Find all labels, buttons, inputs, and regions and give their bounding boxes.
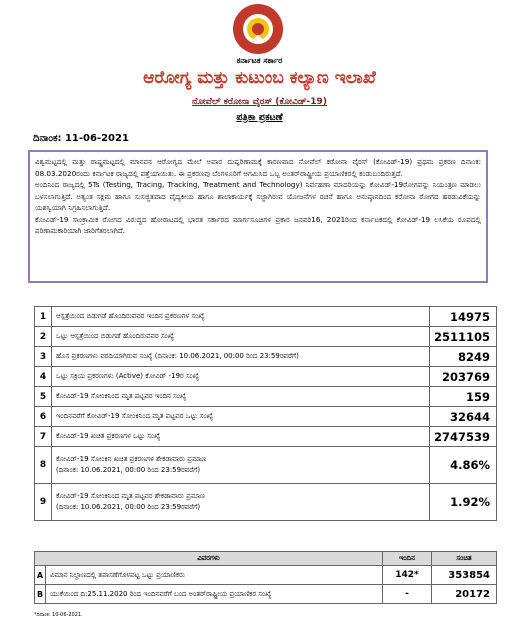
description-date-range: (ದಿನಾಂಕ: 10.06.2021, 00:00 ರಿಂದ 23:59ರವರೆಗೆ) [56, 503, 201, 511]
footnote: *ದಿನಾಂಕ: 10-06-2021. [34, 612, 83, 618]
row-number: 7 [35, 427, 52, 447]
today-count: - [383, 585, 432, 604]
stats-row [35, 447, 497, 484]
row-number: 5 [35, 387, 52, 407]
row-value: 4.86% [429, 447, 496, 484]
description-line: ಒಟ್ಟು ಆಸ್ಪತ್ರೆಯಿಂದ ಬಿಡುಗಡೆ ಹೊಂದಿರುವವರ ಸಂಖ್ಯೆ [56, 332, 175, 340]
row-description [52, 407, 430, 427]
department-title: ಆರೋಗ್ಯ ಮತ್ತು ಕುಟುಂಬ ಕಲ್ಯಾಣ ಇಲಾಖೆ [143, 68, 376, 88]
row-value: 8249 [429, 347, 496, 367]
row-description: ಯುಕೆಯಿಂದ ದಿ:25.11.2020 ರಿಂದ ಇಂದಿನವರೆಗೆ ಬಂದ ಅಂತರ್‌ರಾಷ್ಟ್ರೀಯ ಪ್ರಯಾಣಿಕರ ಸಂಖ್ಯೆ [46, 585, 383, 604]
row-value: 14975 [429, 307, 496, 327]
row-number: 1 [35, 307, 52, 327]
intro-box [28, 150, 488, 283]
row-value: 2747539 [429, 427, 496, 447]
row-id: B [35, 585, 46, 604]
row-number: 6 [35, 407, 52, 427]
virus-subtitle: ನೋವೆಲ್ ಕರೋನಾ ವೈರಸ್ (ಕೋವಿಡ್-19) [192, 97, 327, 107]
cumulative-count: 353854 [432, 566, 497, 585]
cumulative-count: 20172 [432, 585, 497, 604]
government-name: ಕರ್ನಾಟಕ ಸರ್ಕಾರ [236, 56, 283, 65]
row-number: 8 [35, 447, 52, 484]
description-line: ಕೋವಿಡ್-19 ಸೋಂಕಿನಿಂದ ಮೃತ ಪಟ್ಟವರ ಇಂದಿನ ಸಂಖ್ಯೆ [56, 392, 187, 400]
row-description [52, 447, 430, 484]
intro-paragraph-1: ವಿಶ್ವಮಟ್ಟದಲ್ಲಿ ಮತ್ತು ರಾಷ್ಟ್ರಮಟ್ಟದಲ್ಲಿ ಮಾನವನ ಆರೋಗ್ಯದ ಮೇಲೆ ಅಪಾರ ದುಷ್ಪರಿಣಾಮಕ್ಕೆ ಕಾರಣವಾದ ನೋವೆಲ್ ಕರೋನಾ ವೈರಸ್ (ಕೋವಿಡ್-19) ಪ್ರಥಮ ಪ್ರಕರಣ ದಿನಾಂಕ: 08.03.2020ರಂದು ಕರ್ನಾಟಕ ರಾಜ್ಯದಲ್ಲಿ ಪತ್ತೆಯಾಯಿತು. ಈ ಪ್ರಕರಣವು ಬೆಂಗಳೂರಿಗೆ ಆಗಮಿಸಿದ ಒಬ್ಬ ಅಂತರ್‌ರಾಷ್ಟ್ರೀಯ ಪ್ರಯಾಣಿಕರಲ್ಲಿ ಕಂಡುಬಂದಿರುತ್ತದೆ. [35, 157, 481, 178]
description-line: ಹೊಸ ಪ್ರಕರಣಗಳು ವರದಿಯಾಗಿರುವ ಸಂಖ್ಯೆ (ದಿನಾಂಕ: 10.06.2021, 00:00 ರಿಂದ 23:59ರವರೆಗೆ) [56, 352, 299, 360]
stats-row [35, 347, 497, 367]
bulletin-date: ದಿನಾಂಕ: 11-06-2021 [33, 133, 129, 144]
row-description [52, 367, 430, 387]
row-number: 2 [35, 327, 52, 347]
stats-row [35, 307, 497, 327]
description-line: ಕೋವಿಡ್-19 ಖಚಿತ ಪ್ರಕರಣಗಳ ಒಟ್ಟು ಸಂಖ್ಯೆ [56, 432, 161, 440]
row-value: 32644 [429, 407, 496, 427]
header-details: ವಿವರಗಳು [35, 552, 383, 566]
stats-row [35, 484, 497, 521]
row-description: ವಿಮಾನ ನಿಲ್ದಾಣದಲ್ಲಿ ತಪಾಸಣೆಗೊಳಪಟ್ಟ ಒಟ್ಟು ಪ್ರಯಾಣಿಕರು [46, 566, 383, 585]
travel-row [35, 585, 497, 604]
travel-row [35, 566, 497, 585]
row-description [52, 347, 430, 367]
row-description [52, 387, 430, 407]
stats-row [35, 327, 497, 347]
row-description [52, 427, 430, 447]
description-line: ಒಟ್ಟು ಸಕ್ರಿಯ ಪ್ರಕರಣಗಳು (Active) ಕೋವಿಡ್ -19ರ ಸಂಖ್ಯೆ [56, 372, 200, 380]
row-value: 1.92% [429, 484, 496, 521]
intro-paragraph-2: ಅಂದಿನಿಂದ ರಾಜ್ಯದಲ್ಲಿ 5Ts (Testing, Tracing, Tracking, Treatment and Technology) ನಿರ್ವಹಣಾ ಮಾದರಿಯನ್ನು ಕೋವಿಡ್-19ರೋಗವನ್ನು ನಿಯಂತ್ರಣ ಮಾಡಲು ಬಳಸಲಾಗುತ್ತಿದೆ. ಅತ್ಯಂತ ಸಕ್ಷಮ ಹಾಗೂ ಸುಸಜ್ಜಿತವಾದ ವೈದ್ಯಕೀಯ ಹಾಗೂ ಶಾಲಾಕಾರ್ಯಕ್ಕೆ ಸಜ್ಜಾಗಿರುವ ಯೋಜನೆಗಳ ರಚನೆ ಹಾಗೂ ಅನುಷ್ಠಾನದಿಂದ ಕರೋನಾ ರೋಗದ ಹರಡುವಿಕೆಯನ್ನು ಯಶಸ್ವಿಯಾಗಿ ನಿಗ್ರಹಿಸಲಾಗುತ್ತಿದೆ. [35, 180, 481, 212]
description-line: ಇಂದಿನವರೆಗೆ ಕೋವಿಡ್-19 ಸೋಂಕಿನಿಂದ ಮೃತ ಪಟ್ಟವರ ಒಟ್ಟು ಸಂಖ್ಯೆ [56, 412, 214, 420]
karnataka-emblem-logo [228, 2, 288, 56]
stats-row [35, 367, 497, 387]
today-count: 142* [383, 566, 432, 585]
stats-row [35, 407, 497, 427]
row-description [52, 327, 430, 347]
description-line: ಕೋವಿಡ್-19 ಸೋಂಕಿನ ಖಚಿತ ಪ್ರಕರಣಗಳ ಶೇಕಡಾವಾರು ಪ್ರಮಾಣ [56, 455, 207, 463]
description-date-range: (ದಿನಾಂಕ: 10.06.2021, 00:00 ರಿಂದ 23:59ರವರೆಗೆ) [56, 466, 201, 474]
intro-paragraph-3: ಕೋವಿಡ್-19 ಸಾಂಕ್ರಾಮಿಕ ರೋಗದ ವಿರುದ್ಧದ ಹೋರಾಟದಲ್ಲಿ ಭಾರತ ಸರ್ಕಾರದ ಮಾರ್ಗಸೂಚಿಗಳ ಪ್ರಕಾರ ಜನವರಿ16, 2021ರಿಂದ ಕರ್ನಾಟಕದಲ್ಲಿ ಕೋವಿಡ್-19 ಲಸಿಕೆಯ ರೂಪದಲ್ಲಿ ಪರಿಣಾಮಕಾರಿಯಾಗಿ ಜಾರಿಗೆತರಲಾಗಿದೆ. [35, 214, 481, 235]
row-description [52, 484, 430, 521]
row-id: A [35, 566, 46, 585]
row-value: 159 [429, 387, 496, 407]
travel-table [34, 551, 497, 604]
row-value: 2511105 [429, 327, 496, 347]
description-line: ಕೋವಿಡ್-19 ಸೋಂಕಿನಿಂದ ಮೃತ ಪಟ್ಟವರ ಶೇಕಡಾವಾರು ಪ್ರಮಾಣ [56, 492, 206, 500]
row-value: 203769 [429, 367, 496, 387]
row-description [52, 307, 430, 327]
description-line: ಆಸ್ಪತ್ರೆಯಿಂದ ಬಿಡುಗಡೆ ಹೊಂದಿರುವವರ ಇಂದಿನ ಪ್ರಕರಣಗಳ ಸಂಖ್ಯೆ [56, 312, 205, 320]
row-number: 9 [35, 484, 52, 521]
stats-row [35, 387, 497, 407]
stats-row [35, 427, 497, 447]
row-number: 4 [35, 367, 52, 387]
stats-table [34, 306, 497, 521]
header-total: ಸಂಚಿತ [432, 552, 497, 566]
header-today: ಇಂದಿನ [383, 552, 432, 566]
row-number: 3 [35, 347, 52, 367]
press-release-heading: ಪತ್ರಿಕಾ ಪ್ರಕಟಣೆ [236, 112, 283, 123]
